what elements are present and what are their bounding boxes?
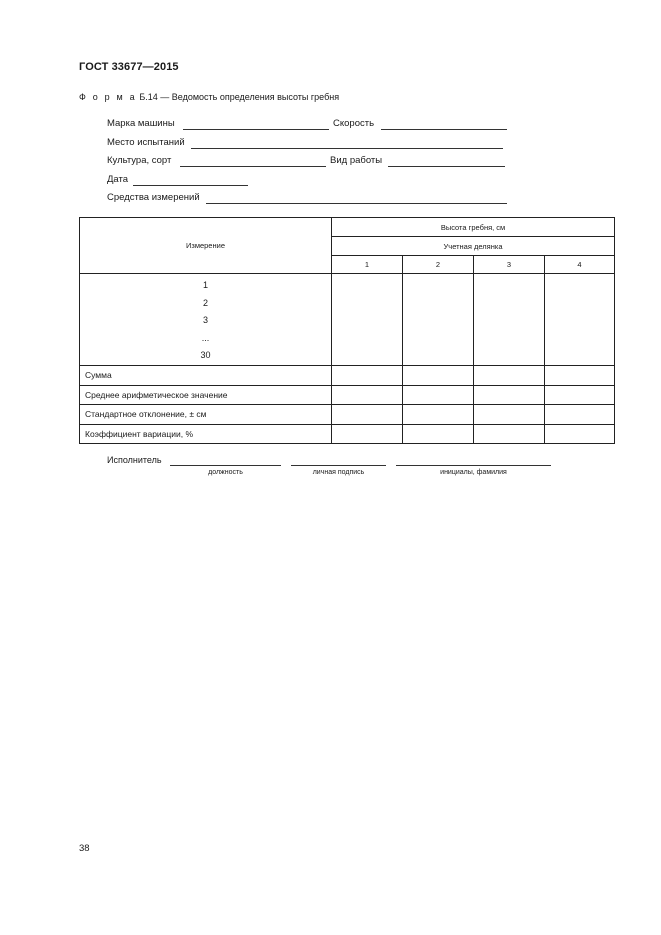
name-caption: инициалы, фамилия <box>440 469 507 476</box>
name-field[interactable] <box>396 465 551 466</box>
data-cell[interactable] <box>545 405 615 425</box>
work-type-field[interactable] <box>388 166 505 167</box>
speed-field[interactable] <box>381 129 507 130</box>
data-cell[interactable] <box>545 274 615 366</box>
date-label: Дата <box>107 174 129 185</box>
measurement-table <box>79 217 615 444</box>
data-cell[interactable] <box>474 385 545 405</box>
mean-row-label: Среднее арифметическое значение <box>80 385 332 405</box>
plot-header: Учетная делянка <box>332 237 615 256</box>
signature-field[interactable] <box>291 465 386 466</box>
test-place-label: Место испытаний <box>107 137 185 148</box>
measurement-row: 2 <box>202 297 208 308</box>
measuring-tools-label: Средства измерений <box>107 192 200 203</box>
plot-column-1: 1 <box>332 256 403 274</box>
measuring-tools-field[interactable] <box>206 203 507 204</box>
data-cell[interactable] <box>545 385 615 405</box>
position-field[interactable] <box>170 465 281 466</box>
form-name: Б.14 — Ведомость определения высоты гребня <box>139 92 340 102</box>
position-caption: должность <box>208 469 243 476</box>
height-header: Высота гребня, см <box>332 218 615 237</box>
plot-column-3: 3 <box>474 256 545 274</box>
page-number: 38 <box>79 843 90 854</box>
data-cell[interactable] <box>474 424 545 444</box>
std-dev-row-label: Стандартное отклонение, ± см <box>80 405 332 425</box>
work-type-label: Вид работы <box>330 155 383 166</box>
data-cell[interactable] <box>403 366 474 386</box>
form-title <box>79 92 339 102</box>
data-cell[interactable] <box>332 405 403 425</box>
variation-row-label: Коэффициент вариации, % <box>80 424 332 444</box>
executor-label: Исполнитель <box>107 455 162 465</box>
data-cell[interactable] <box>332 385 403 405</box>
sum-row-label: Сумма <box>80 366 332 386</box>
measurement-row: 1 <box>202 280 208 290</box>
data-cell[interactable] <box>332 424 403 444</box>
data-cell[interactable] <box>403 385 474 405</box>
crop-variety-field[interactable] <box>180 166 326 167</box>
measurement-numbers <box>80 274 332 366</box>
measurement-row: 30 <box>200 350 211 360</box>
measurement-header: Измерение <box>80 218 332 274</box>
data-cell[interactable] <box>332 274 403 366</box>
signature-caption: личная подпись <box>312 469 365 476</box>
data-cell[interactable] <box>545 424 615 444</box>
data-cell[interactable] <box>545 366 615 386</box>
test-place-field[interactable] <box>191 148 503 149</box>
data-cell[interactable] <box>474 274 545 366</box>
standard-header: ГОСТ 33677—2015 <box>79 61 179 73</box>
data-cell[interactable] <box>474 366 545 386</box>
machine-brand-field[interactable] <box>183 129 329 130</box>
plot-column-4: 4 <box>545 256 615 274</box>
data-cell[interactable] <box>403 424 474 444</box>
form-label: Ф о р м а <box>79 92 137 102</box>
measurement-row: 3 <box>202 315 208 325</box>
data-cell[interactable] <box>403 405 474 425</box>
measurement-row: ... <box>201 332 210 343</box>
crop-variety-label: Культура, сорт <box>107 155 172 166</box>
speed-label: Скорость <box>333 118 375 129</box>
machine-brand-label: Марка машины <box>107 118 175 129</box>
date-field[interactable] <box>133 185 248 186</box>
data-cell[interactable] <box>474 405 545 425</box>
plot-column-2: 2 <box>403 256 474 274</box>
data-cell[interactable] <box>332 366 403 386</box>
data-cell[interactable] <box>403 274 474 366</box>
